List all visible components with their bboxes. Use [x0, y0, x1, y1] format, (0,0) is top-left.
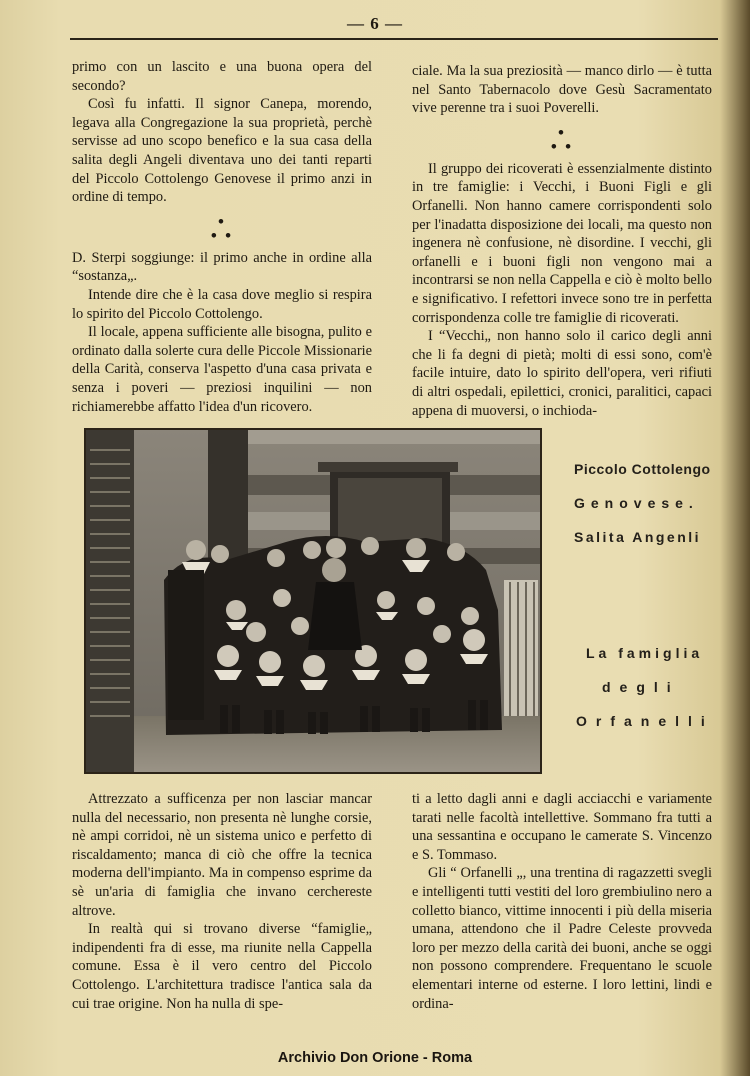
paragraph: D. Sterpi soggiunge: il primo anche in ordine alla “sostanza„.: [72, 249, 372, 285]
archive-footer: Archivio Don Orione - Roma: [277, 1050, 473, 1066]
paragraph: In realtà qui si trovano diverse “famiglie„ indipendenti fra di esse, ma riunite nella Cappella comune. Essa è il vero centro del Piccolo Cottolengo. L'architettura tradisce l'antica sala da cui trae origine. Non ha nulla di spe-: [72, 921, 372, 1012]
paragraph: primo con un lascito e una buona opera del secondo?: [72, 59, 372, 94]
paragraph: Intende dire che è la casa dove meglio si respira lo spirito del Piccolo Cottolengo.: [72, 286, 372, 322]
paragraph: Così fu infatti. Il signor Canepa, morendo, legava alla Congregazione la sua proprietà, perchè servisse ad uno scopo benefico e la sua casa della salita degli Angeli diventava uno dei tanti reparti del Piccolo Cottolengo Genovese il primo anzi in ordine di tempo.: [72, 96, 372, 206]
caption-line: degli: [602, 679, 680, 695]
photo-caption-location: [560, 452, 720, 554]
caption-line: Genovese.: [574, 495, 699, 511]
caption-line: Orfanelli: [576, 713, 714, 729]
caption-line: Piccolo Cottolengo: [574, 461, 711, 477]
paragraph: Il locale, appena sufficiente alle bisogna, pulito e ordinato dalla solerte cura delle Piccole Missionarie della Carità, conserva l'aspetto d'una casa privata e senza i poveri — preziosi inquilini — non richiamerebbe affatto l'idea d'un ricovero.: [72, 324, 372, 415]
photo-caption-title: [560, 636, 720, 738]
page-number: — 6 —: [347, 14, 403, 33]
caption-line: La famiglia: [586, 645, 704, 661]
section-separator: • • •: [550, 122, 574, 156]
paragraph: ti a letto dagli anni e dagli acciacchi e variamente tarati nelle facoltà intellettive. Sommano fra tutti a una sessantina e occupano le camerate S. Vincenzo e S. Tommaso.: [412, 791, 712, 863]
paragraph: Il gruppo dei ricoverati è essenzialmente distinto in tre famiglie: i Vecchi, i Buoni Figli e gli Orfanelli. Non hanno camere corrispondenti solo per l'inadatta disposizione dei locali, ma questo non ingenera nè confusione, nè disordine. I vecchi, gli orfanelli e i buoni figli non vengono mai a incontrarsi se non nella Cappella e ciò è molto bello e significativo. I refettori invece sono tre in perfetta corrispondenza colle tre famiglie di ricoverati.: [412, 160, 712, 326]
column-bottom-left: [72, 790, 372, 1013]
column-bottom-right: [412, 790, 712, 1013]
paragraph: Attrezzato a sufficenza per non lasciar mancar nulla del necessario, non presenta nè lunghe corsie, nè ampi corridoi, nè un sistema unico e perfetto di riscaldamento; manca di ciò che offre la tecnica moderna dell'impianto. Ma in compenso esprime da sè un'aria di famiglia che invano cerchereste altrove.: [72, 791, 372, 919]
section-separator: • • •: [210, 211, 234, 245]
column-top-left: [72, 58, 372, 416]
paragraph: ciale. Ma la sua preziosità — manco dirlo — è tutta nel Santo Tabernacolo dove Gesù Sacramentato vive perenne tra i suoi Poverelli.: [412, 63, 712, 117]
caption-line: Salita Angenli: [574, 529, 702, 545]
orphans-group-photo: [84, 428, 542, 774]
paragraph: Gli “ Orfanelli „, una trentina di ragazzetti svegli e intelligenti tutti vestiti del loro grembiulino nero a colletto bianco, vittime innocenti i più della miseria umana, attendono che il Padre Celeste provveda loro per mezzo della carità dei buoni, anche se oggi non possono comprendere. Frequentano le scuole elementari interne od esterne. I loro lettini, lindi e ordina-: [412, 865, 712, 1012]
paragraph: I “Vecchi„ non hanno solo il carico degli anni che li fa degni di pietà; molti di essi sono, com'è facile intuire, dato lo spirito dell'opera, veri rifiuti di altri ospedali, epilettici, cronici, paralitici, capaci appena di muoversi, o inchioda-: [412, 328, 712, 419]
header-rule: [70, 38, 718, 40]
column-top-right: [412, 62, 712, 420]
